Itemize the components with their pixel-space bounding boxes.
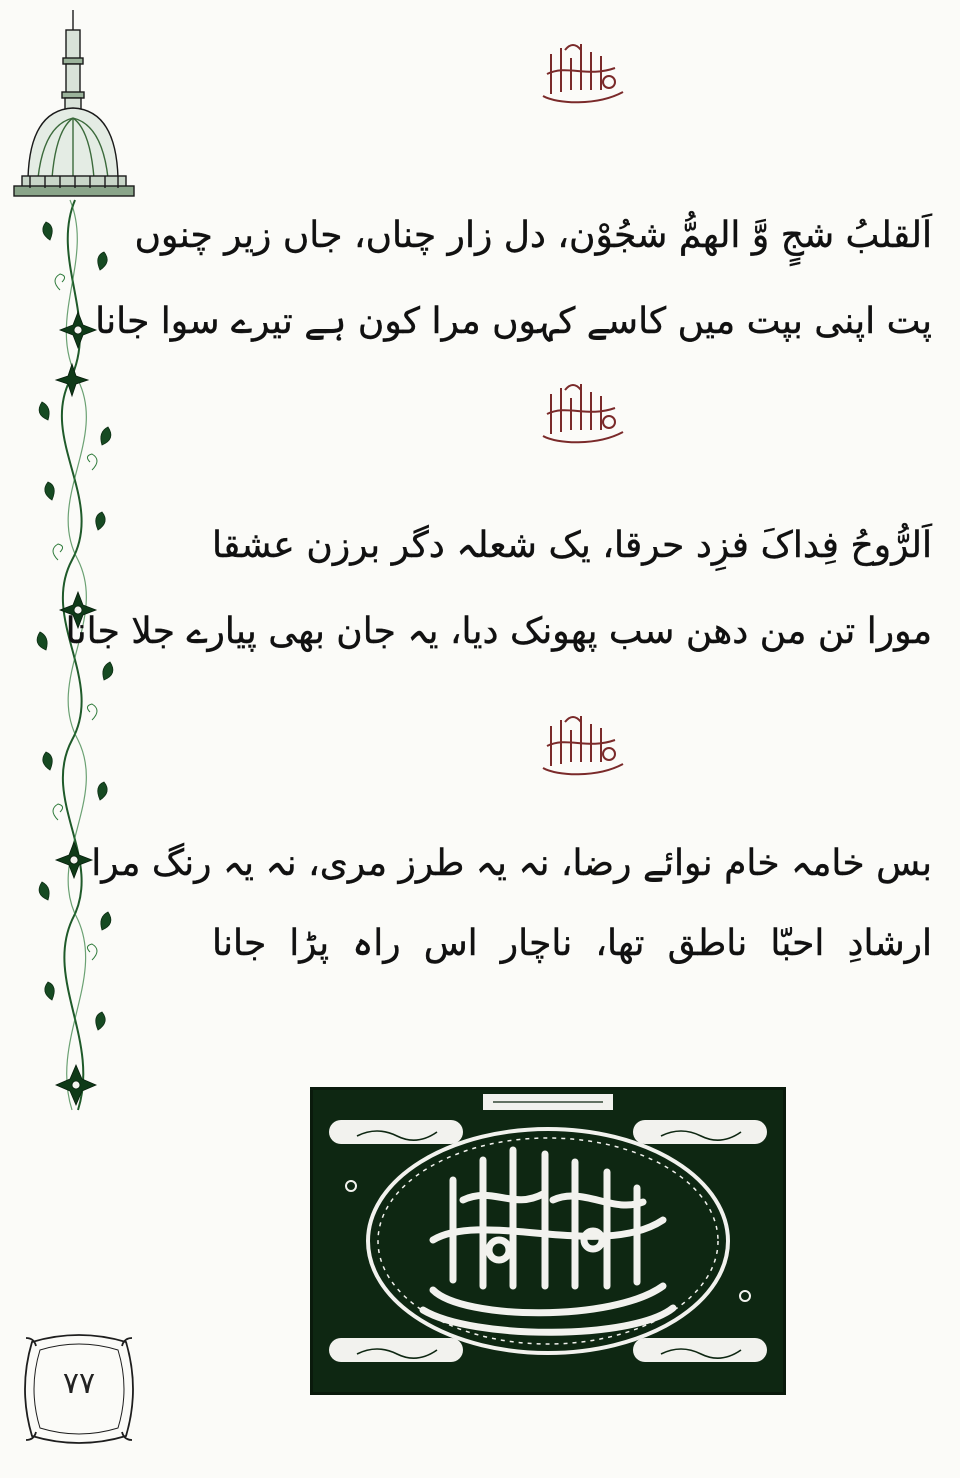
verse-line: اَلرُّوحُ فِداکَ فزِد حرقا، یک شعلہ دگر برزن عشقا [212,525,932,566]
calligraphy-panel-icon [310,1087,786,1395]
verse-line: اَلقلبُ شجٍ وَّ الھمُّ شجُوْن، دل زار چناں، جاں زیر چنوں [134,215,932,256]
page-number-text: ۷۷ [62,1366,96,1401]
verse-line: مورا تن من دھن سب پھونک دیا، یہ جان بھی پیارے جلا جانا [65,611,932,652]
salutation-calligraphy-icon [537,374,629,452]
page-number [18,1330,140,1448]
verse-line: ارشادِ احبّا ناطق تھا، ناچار اس راہ پڑا جانا [212,923,932,964]
verse-line: بس خامہ خام نوائے رضا، نہ یہ طرز مری، نہ یہ رنگ مرا [91,843,932,884]
salutation-calligraphy-icon [537,706,629,784]
verse-line: پت اپنی بپت میں کاسے کہوں مرا کون ہے تیرے سوا جانا [95,301,932,342]
minaret-dome-vine-border-icon [0,0,150,1140]
salutation-calligraphy-icon [537,34,629,112]
